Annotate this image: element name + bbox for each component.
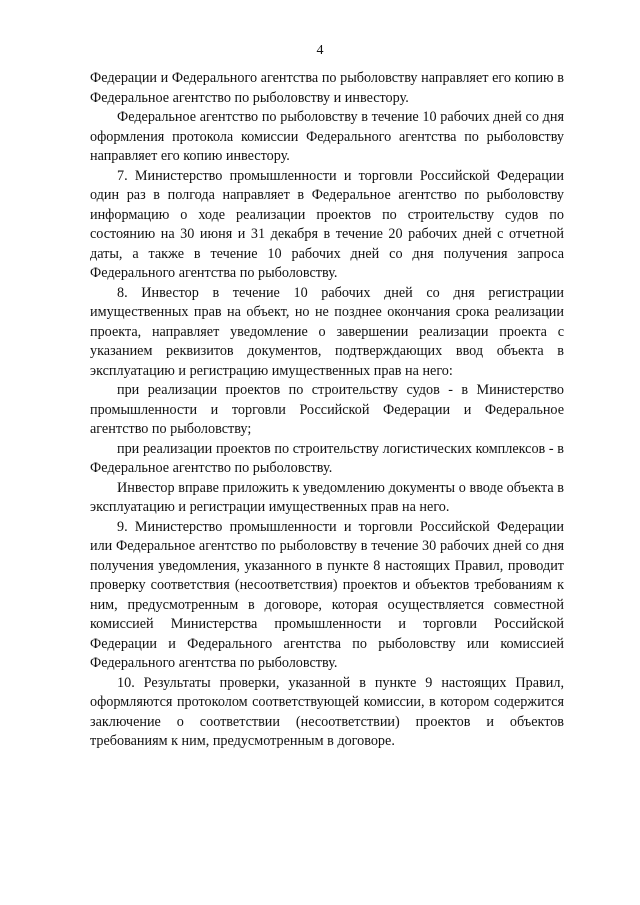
- page-number: 4: [316, 43, 324, 58]
- body-text: [90, 69, 564, 752]
- paragraph: Инвестор вправе приложить к уведомлению документы о вводе объекта в эксплуатацию и регистрации имущественных прав на него.: [90, 479, 564, 515]
- paragraph: 10. Результаты проверки, указанной в пункте 9 настоящих Правил, оформляются протоколом соответствующей комиссии, в котором содержится заключение о соответствии (несоответствии) проектов и объектов требованиям к ним, предусмотренным в договоре.: [90, 674, 564, 749]
- paragraph: при реализации проектов по строительству логистических комплексов - в Федеральное агентство по рыболовству.: [90, 440, 564, 476]
- paragraph: при реализации проектов по строительству судов - в Министерство промышленности и торговли Российской Федерации и Федеральное агентство по рыболовству;: [90, 382, 564, 437]
- paragraph: 7. Министерство промышленности и торговли Российской Федерации один раз в полгода направляет в Федеральное агентство по рыболовству информацию о ходе реализации проектов по строительству судов по состоянию на 30 июня и 31 декабря в течение 20 рабочих дней с отчетной даты, а также в течение 10 рабочих дней со дня получения запроса Федерального агентства по рыболовству.: [90, 167, 564, 281]
- paragraph: Федеральное агентство по рыболовству в течение 10 рабочих дней со дня оформления протокола комиссии Федерального агентства по рыболовству направляет его копию инвестору.: [90, 109, 564, 164]
- paragraph: 8. Инвестор в течение 10 рабочих дней со дня регистрации имущественных прав на объект, но не позднее окончания срока реализации проекта, направляет уведомление о завершении реализации проекта с указанием реквизитов документов, подтверждающих ввод объекта в эксплуатацию и регистрацию имущественных прав на него:: [90, 284, 564, 379]
- paragraph: Федерации и Федерального агентства по рыболовству направляет его копию в Федеральное агентство по рыболовству и инвестору.: [90, 70, 564, 106]
- paragraph: 9. Министерство промышленности и торговли Российской Федерации или Федеральное агентство по рыболовству в течение 30 рабочих дней со дня получения уведомления, указанного в пункте 8 настоящих Правил, проводит проверку соответствия (несоответствия) проектов и объектов требованиям к ним, предусмотренным в договоре, которая осуществляется совместной комиссией Министерства промышленности и торговли Российской Федерации и Федерального агентства по рыболовству или комиссией Федерального агентства по рыболовству.: [90, 518, 564, 671]
